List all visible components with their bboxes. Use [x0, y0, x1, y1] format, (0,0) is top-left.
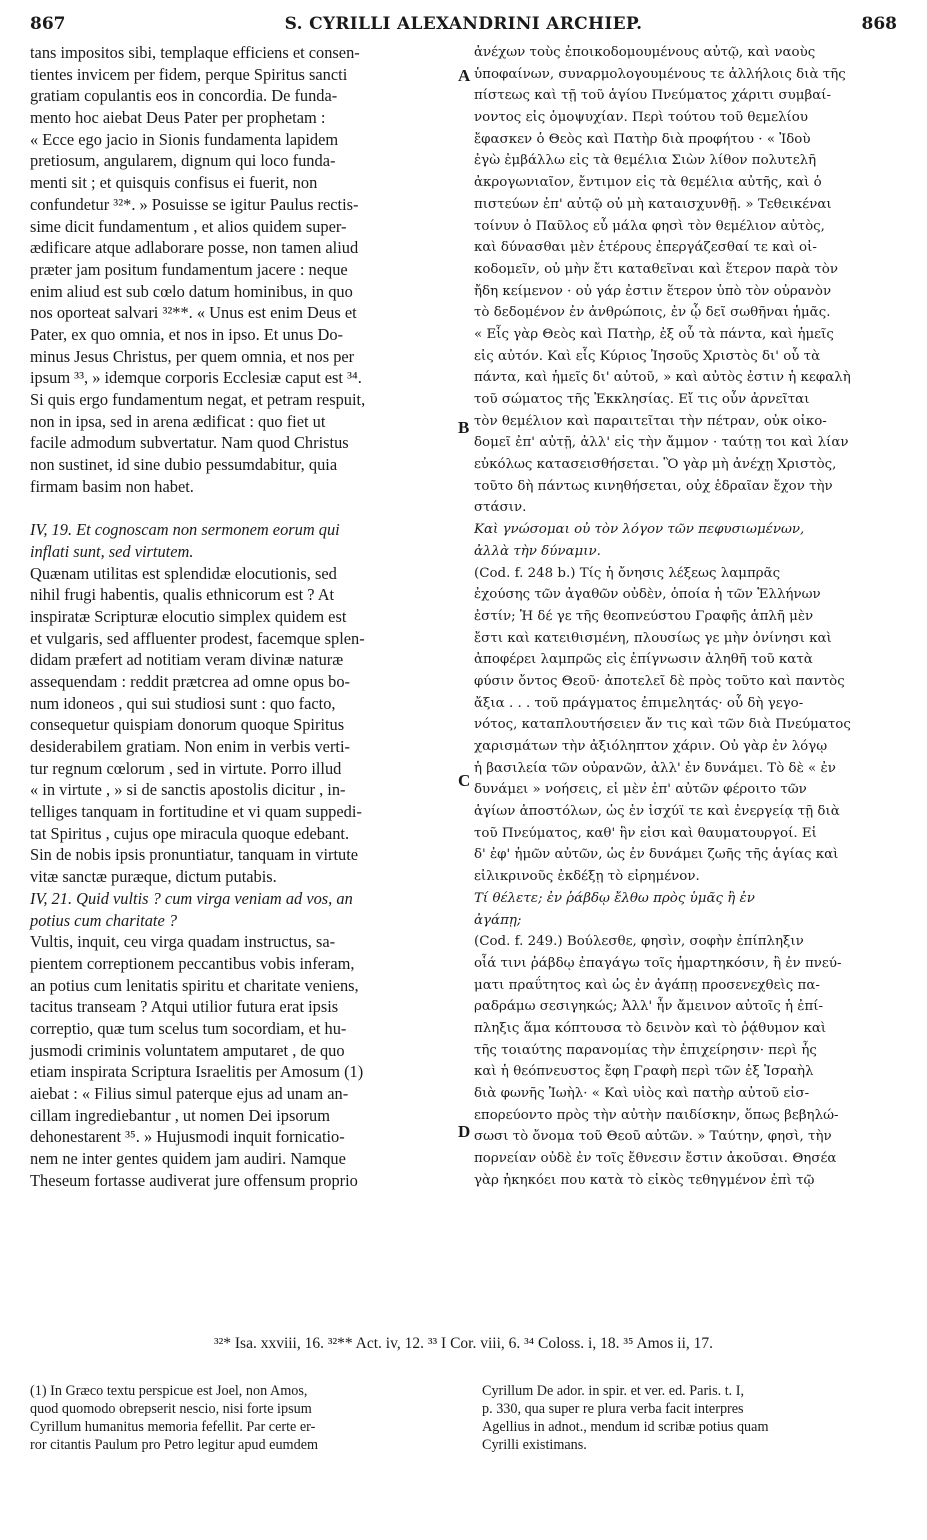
text-line: enim aliud est sub cœlo datum hominibus, in quo	[30, 281, 353, 301]
text-line: consequetur quispiam donorum quoque Spiritus	[30, 715, 345, 735]
text-line: ἤδη κείμενον · οὐ γάρ ἐστιν ἕτερον ὑπὸ τὸν οὐρανὸν	[474, 283, 832, 299]
text-line: (Cod. f. 248 b.) Τίς ἡ ὄνησις λέξεως λαμπρᾶς	[474, 565, 781, 581]
text-line: « Εἷς γὰρ Θεὸς καὶ Πατὴρ, ἐξ οὗ τὰ πάντα, καὶ ἡμεῖς	[474, 326, 834, 342]
text-line: Vultis, inquit, ceu virga quadam instructus, sa-	[30, 932, 336, 952]
text-line: κοδομεῖν, οὐ μὴν ἔτι καταθεῖναι καὶ ἕτερον παρὰ τὸν	[474, 261, 838, 277]
text-line: Καὶ γνώσομαι οὐ τὸν λόγον τῶν πεφυσιωμένων,	[474, 522, 805, 538]
text-line: nihil frugi habentis, qualis ethnicorum est ? At	[30, 585, 335, 605]
text-line: IV, 21. Quid vultis ? cum virga veniam ad vos, an	[30, 888, 353, 908]
text-line: (Cod. f. 249.) Βούλεσθε, φησὶν, σοφὴν ἐπίπληξιν	[474, 934, 804, 950]
text-line: δυνάμει » νοήσεις, εἰ μὲν ἐπ' αὐτῶν φέροιτο τῶν	[474, 782, 807, 798]
text-line: an potius cum lenitatis spiritu et charitate veniens,	[30, 975, 359, 995]
text-line: ἐστίν; Ἡ δέ γε τῆς θεοπνεύστου Γραφῆς ἁπλῆ μὲν	[474, 608, 814, 624]
text-line: διὰ φωνῆς Ἰωὴλ· « Καὶ υἱὸς καὶ πατὴρ αὐτοῦ εἰσ-	[474, 1086, 810, 1101]
text-line: τοίνυν ὁ Παῦλος εὖ μάλα φησὶ τὸν θεμέλιον αὐτὸς,	[474, 218, 825, 234]
text-line: Cyrillum De ador. in spir. et ver. ed. Paris. t. I,	[482, 1383, 745, 1399]
scripture-references: ³²* Isa. xxviii, 16. ³²** Act. iv, 12. ³³ I Cor. viii, 6. ³⁴ Coloss. i, 18. ³⁵ Amos ii, 17.	[213, 1335, 714, 1352]
text-line: minus Jesus Christus, per quem omnia, et nos per	[30, 346, 355, 366]
margin-marker-c: C	[458, 771, 471, 790]
text-line: inspiratæ Scripturæ elocutio simplex quidem est	[30, 606, 347, 626]
text-line: et vulgaris, sed affluenter prodest, facemque splen-	[30, 628, 365, 648]
text-line: vitæ sanctæ puræque, dictum putabis.	[30, 867, 277, 887]
text-line: ἁγίων ἀποστόλων, ὡς ἐν ἰσχύϊ τε καὶ ἐνεργείᾳ τῇ διὰ	[474, 804, 840, 820]
text-line: quod quomodo obrepserit nescio, nisi forte ipsum	[30, 1401, 312, 1417]
text-line: sime dicit fundamentum , et alios quidem super-	[30, 216, 347, 236]
text-line: καὶ ἡ θεόπνευστος ἔφη Γραφὴ περὶ τῶν ἐξ Ἰσραὴλ	[474, 1064, 814, 1080]
text-line: πίστεως καὶ τῇ τοῦ ἁγίου Πνεύματος χάριτι συμβαί-	[474, 88, 832, 104]
text-line: confundetur ³²*. » Posuisse se igitur Paulus rectis-	[30, 194, 359, 214]
text-line: Sin de nobis ipsis pronuntiatur, tanquam in virtute	[30, 845, 359, 865]
page-number-left: 867	[30, 14, 66, 34]
text-line: Cyrillum humanitus memoria fefellit. Par certe er-	[30, 1419, 316, 1435]
text-line: Theseum fortasse audiverat jure offensum proprio	[30, 1170, 358, 1190]
text-line: nos oporteat salvari ³²**. « Unus est enim Deus et	[30, 303, 357, 323]
text-line: ror citantis Paulum pro Petro legitur apud eumdem	[30, 1437, 319, 1453]
text-line: aiebat : « Filius simul paterque ejus ad unam an-	[30, 1084, 349, 1103]
text-line: Cyrilli existimans.	[482, 1437, 587, 1453]
text-line: στάσιν.	[474, 500, 527, 516]
text-line: ἔστι καὶ κατειθισμένη, πλουσίως γε μὴν ὀνίνησι καὶ	[474, 630, 832, 646]
text-line: ipsum ³³, » idemque corporis Ecclesiæ caput est ³⁴.	[30, 368, 362, 388]
text-line: ματι πραΰτητος καὶ ὡς ἐν ἀγάπῃ προσενεχθεὶς πα-	[474, 977, 820, 993]
text-line: δομεῖ ἐπ' αὐτῇ, ἀλλ' εἰς τὴν ἄμμον · ταύτῃ τοι καὶ λίαν	[474, 435, 849, 451]
text-line: φύσιν ὄντος Θεοῦ· ἀποτελεῖ δὲ πρὸς τοῦτο καὶ παντὸς	[474, 673, 845, 689]
text-line: ἡ βασιλεία τῶν οὐρανῶν, ἀλλ' ἐν δυνάμει. Τὸ δὲ « ἐν	[474, 760, 836, 776]
text-line: etiam inspirata Scriptura Israelitis per Amosum (1)	[30, 1062, 364, 1082]
text-line: menti sit ; et quisquis confisus ei fuerit, non	[30, 173, 318, 193]
text-line: tientes invicem per fidem, perque Spiritus sancti	[30, 64, 348, 84]
text-line: num idoneos , qui sui studiosi sunt : quo facto,	[30, 693, 336, 713]
text-line: firmam basim non habet.	[30, 476, 194, 496]
text-line: Τί θέλετε; ἐν ῥάβδῳ ἔλθω πρὸς ὑμᾶς ἢ ἐν	[474, 890, 755, 906]
text-line: τοῦ σώματος τῆς Ἐκκλησίας. Εἴ τις οὖν ἀρνεῖται	[474, 392, 810, 407]
text-line: ædificare atque adlaborare posse, non tamen aliud	[30, 238, 359, 258]
text-line: IV, 19. Et cognoscam non sermonem eorum qui	[30, 520, 340, 540]
text-line	[30, 497, 454, 519]
text-line: πιστεύων ἐπ' αὐτῷ οὐ μὴ καταισχυνθῇ. » Τεθεικέναι	[474, 196, 832, 212]
text-line: ἀποφέρει λαμπρῶς εἰς ἐπίγνωσιν ἀληθῆ τοῦ κατὰ	[474, 652, 813, 668]
text-line: Quænam utilitas est splendidæ elocutionis, sed	[30, 563, 337, 583]
text-line: ραδράμω σεσιγηκώς; Ἀλλ' ἦν ἄμεινον αὐτοῖς ἡ ἐπί-	[474, 999, 824, 1015]
text-line: πληξις ἅμα κόπτουσα τὸ δεινὸν καὶ τὸ ῥᾴθυμον καὶ	[474, 1020, 827, 1036]
margin-marker-a: A	[458, 66, 471, 85]
text-line: εἰς αὐτόν. Καὶ εἷς Κύριος Ἰησοῦς Χριστὸς δι' οὗ τὰ	[474, 348, 821, 364]
text-line: πάντα, καὶ ἡμεῖς δι' αὐτοῦ, » καὶ αὐτὸς ἐστιν ἡ κεφαλὴ	[474, 370, 851, 386]
text-line: τὸ δεδομένον ἐν ἀνθρώποις, ἐν ᾧ δεῖ σωθῆναι ἡμᾶς.	[474, 305, 831, 321]
text-line: ἀκρογωνιαῖον, ἔντιμον εἰς τὰ θεμέλια αὐτῆς, καὶ ὁ	[474, 175, 822, 191]
text-line: καὶ δύνασθαι μὲν ἑτέρους ἐπεργάζεσθαί τε καὶ οἰ-	[474, 240, 817, 256]
text-line: Pater, ex quo omnia, et nos in ipso. Et unus Do-	[30, 324, 344, 344]
text-line: inflati sunt, sed virtutem.	[30, 541, 194, 561]
text-line: ἄξια . . . τοῦ πράγματος ἐπιμελητάς· οὗ δὴ γεγο-	[474, 695, 804, 711]
text-line: εὐκόλως κατασεισθήσεται. Ὃ γὰρ μὴ ἀνέχῃ Χριστὸς,	[474, 457, 837, 473]
text-line: tacitus transeam ? Atqui utilior futura erat ipsis	[30, 997, 339, 1017]
text-line: ἀλλὰ τὴν δύναμιν.	[474, 543, 601, 559]
text-line: pientem correptionem peccantibus vobis inferam,	[30, 953, 355, 973]
text-line: potius cum charitate ?	[30, 910, 178, 930]
text-line: pretiosum, angularem, dignum qui loco funda-	[30, 151, 336, 171]
text-line: τὸν θεμέλιον καὶ παραιτεῖται τὴν πέτραν, οὐκ οἰκο-	[474, 413, 827, 429]
text-line: Agellius in adnot., mendum id scribæ potius quam	[482, 1419, 769, 1435]
text-line: ἐγὼ ἐμβάλλω εἰς τὰ θεμέλια Σιὼν λίθον πολυτελῆ	[474, 153, 817, 169]
text-line: ἀνέχων τοὺς ἐποικοδομουμένους αὐτῷ, καὶ ναοὺς	[474, 45, 816, 60]
text-line: ὑποφαίνων, συναρμολογουμένους τε ἀλλήλοις διὰ τῆς	[474, 66, 846, 82]
text-line: nem ne inter gentes quidem jam audiri. Namque	[30, 1149, 346, 1169]
text-line: νοντος εἰς ὁμοψυχίαν. Περὶ τούτου τοῦ θεμελίου	[474, 110, 808, 126]
text-line: τοῦτο δὴ πάντως κινηθήσεται, οὐχ ἑδραῖαν ἔχον τὴν	[474, 478, 833, 494]
text-line: σωσι τὸ ὄνομα τοῦ Θεοῦ αὐτῶν. » Ταύτην, φησὶ, τὴν	[474, 1129, 832, 1145]
text-line: « Ecce ego jacio in Sionis fundamenta lapidem	[30, 129, 339, 149]
text-line: tur regnum cœlorum , sed in virtute. Porro illud	[30, 758, 342, 778]
text-line: didam præfert ad notitiam veram divinæ naturæ	[30, 650, 344, 670]
footnote-left	[30, 1382, 454, 1454]
text-line: dehonestarent ³⁵. » Hujusmodi inquit fornicatio-	[30, 1127, 345, 1147]
text-line: τοῦ Πνεύματος, καθ' ἣν εἰσι καὶ θαυματουργοί. Εἰ	[474, 825, 817, 841]
page-number-right: 868	[861, 14, 897, 34]
text-line: δ' ἐφ' ἡμῶν αὐτῶν, ὡς ἐν δυνάμει ζωῆς τῆς ἁγίας καὶ	[474, 847, 839, 863]
footnote-right	[482, 1382, 897, 1454]
text-line: præter jam positum fundamentum jacere : neque	[30, 259, 348, 279]
text-line: εἰλικρινοῦς ἐκδέξῃ τὸ εἰρημένον.	[474, 869, 700, 885]
text-line: tat Spiritus , cujus ope miracula quoque edebant.	[30, 823, 350, 843]
text-line: facile admodum subvertatur. Nam quod Christus	[30, 433, 349, 453]
text-line: (1) In Græco textu perspicue est Joel, non Amos,	[30, 1383, 308, 1399]
text-line: επορεύοντο πρὸς τὴν αὐτὴν παιδίσκην, ὅπως βεβηλώ-	[474, 1107, 839, 1123]
text-line: correptio, quæ tum scelus tum socordiam, et hu-	[30, 1018, 347, 1038]
text-line: gratiam copulantis eos in concordia. De funda-	[30, 86, 338, 106]
latin-column	[30, 42, 454, 1191]
text-line: Si quis ergo fundamentum negat, et petram respuit,	[30, 390, 366, 409]
text-line: p. 330, qua super re plura verba facit interpres	[482, 1401, 744, 1417]
running-header	[30, 10, 897, 40]
margin-marker-d: D	[458, 1122, 471, 1141]
text-line: νότος, καταπλουτήσειεν ἄν τις καὶ τῶν διὰ Πνεύματος	[474, 717, 851, 733]
greek-column	[474, 42, 897, 1191]
text-line: mento hoc aiebat Deus Pater per prophetam :	[30, 108, 326, 128]
text-line: non in ipsa, sed in arena ædificat : quo fiet ut	[30, 411, 326, 431]
text-line: πορνείαν οὐδὲ ἐν τοῖς ἔθνεσιν ἔστιν ἀκοῦσαι. Θησέα	[474, 1151, 837, 1167]
text-line: ἔφασκεν ὁ Θεὸς καὶ Πατὴρ διὰ προφήτου · « Ἰδοὺ	[474, 131, 811, 147]
text-line: tans impositos sibi, templaque efficiens et consen-	[30, 43, 360, 62]
text-line: τῆς τοιαύτης παρανομίας τὴν ἐπιχείρησιν· περὶ ἧς	[474, 1042, 817, 1058]
text-line: γὰρ ἠκηκόει που κατὰ τὸ εἰκὸς τεθηγμένον ἐπὶ τῷ	[474, 1172, 815, 1188]
text-line: assequendam : reddit prætcrea ad omne opus bo-	[30, 671, 350, 691]
text-line: ἐχούσης τῶν ἀγαθῶν οὐδὲν, ὁποία ἡ τῶν Ἑλλήνων	[474, 587, 821, 603]
text-line: jusmodi criminis voluntatem amputaret , de quo	[30, 1040, 345, 1060]
text-line: « in virtute , » si de sanctis apostolis dicitur , in-	[30, 780, 346, 800]
text-line: cillam ingrediebantur , ut nomen Dei ipsorum	[30, 1105, 330, 1125]
text-line: ἀγάπῃ;	[474, 912, 522, 928]
text-line: χαρισμάτων τὴν ἀξιόληπτον χάριν. Οὐ γὰρ ἐν λόγῳ	[474, 739, 828, 754]
margin-marker-b: B	[458, 418, 470, 437]
text-line: telliges tanquam in fortitudine et vi quam suppedi-	[30, 802, 362, 822]
text-line: non sustinet, id sine dubio pessumdabitur, quia	[30, 455, 338, 475]
page-title: S. CYRILLI ALEXANDRINI ARCHIEP.	[284, 14, 643, 34]
text-line: οἷά τινι ῥάβδῳ ἐπαγάγω τοῖς ἡμαρτηκόσιν, ἢ ἐν πνεύ-	[474, 955, 842, 971]
text-line: desiderabilem gratiam. Non enim in verbis verti-	[30, 737, 350, 756]
